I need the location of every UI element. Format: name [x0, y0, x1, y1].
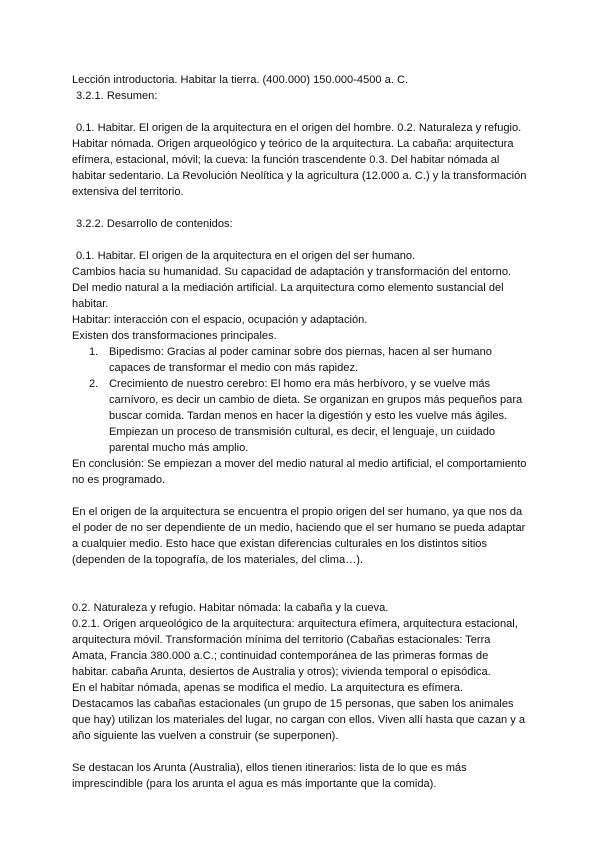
list-item-line: Crecimiento de nuestro cerebro: El homo era más herbívoro, y se vuelve más: [109, 378, 491, 390]
section-2-line: Amata, Francia 380.000 a.C.; continuidad contemporánea de las primeras formas de: [72, 650, 489, 662]
section-2-line: que hay) utilizan los materiales del lugar, no cargan con ellos. Viven allí hasta que cazan y a: [72, 714, 526, 726]
section-1-line: Cambios hacia su humanidad. Su capacidad de adaptación y transformación del entorno.: [72, 266, 512, 278]
section-1-line: Habitar: interacción con el espacio, ocupación y adaptación.: [72, 314, 368, 326]
paragraph-line: (dependen de la topografía, de los materiales, del clima…).: [72, 554, 364, 566]
development-heading: 3.2.2. Desarrollo de contenidos:: [76, 218, 233, 230]
paragraph-line: el poder de no ser dependiente de un medio, haciendo que el ser humano se pueda adaptar: [72, 522, 526, 534]
section-1-line: Existen dos transformaciones principales.: [72, 330, 277, 342]
summary-line: 0.1. Habitar. El origen de la arquitectura en el origen del hombre. 0.2. Naturaleza y refugio.: [76, 122, 522, 134]
section-1: [72, 248, 562, 568]
paragraph-line: a cualquier medio. Esto hace que existan diferencias culturales en los distintos sitios: [72, 538, 488, 550]
summary-line: Habitar nómada. Origen arqueológico y teórico de la arquitectura. La cabaña: arquitectura: [72, 138, 514, 150]
list-item: [72, 376, 562, 456]
section-1-line: habitar.: [72, 298, 109, 310]
list-item: [72, 344, 562, 376]
section-2: [72, 600, 562, 792]
conclusion-line: no es programado.: [72, 474, 166, 486]
summary-line: habitar sedentario. La Revolución Neolítica y la agricultura (12.000 a. C.) y la transformación: [72, 170, 527, 182]
list-item-line: Empiezan un proceso de transmisión cultural, es decir, el lenguaje, un cuidado: [109, 426, 496, 438]
summary-heading: 3.2.1. Resumen:: [76, 90, 158, 102]
numbered-list: [72, 344, 562, 456]
closing-line: imprescindible (para los arunta el agua es más importante que la comida).: [72, 778, 437, 790]
document-page: [72, 72, 562, 792]
conclusion-line: En conclusión: Se empiezan a mover del medio natural al medio artificial, el comportamiento: [72, 458, 527, 470]
list-item-line: carnívoro, es decir un cambio de dieta. Se organizan en grupos más pequeños para: [109, 394, 523, 406]
paragraph-line: En el origen de la arquitectura se encuentra el propio origen del ser humano, ya que nos da: [72, 506, 523, 518]
list-item-line: capaces de transformar el medio con más rapidez.: [109, 362, 359, 374]
section-2-line: año siguiente las vuelven a construir (se superponen).: [72, 730, 339, 742]
list-item-number: 2.: [89, 378, 99, 390]
closing-line: Se destacan los Arunta (Australia), ellos tienen itinerarios: lista de lo que es más: [72, 762, 467, 774]
section-2-line: Destacamos las cabañas estacionales (un grupo de 15 personas, que saben los animales: [72, 698, 514, 710]
list-item-line: buscar comida. Tardan menos en hacer la digestión y esto les vuelve más ágiles.: [109, 410, 508, 422]
section-1-line: Del medio natural a la mediación artificial. La arquitectura como elemento sustancial del: [72, 282, 504, 294]
summary-paragraph: [72, 120, 562, 200]
section-2-line: 0.2.1. Origen arqueológico de la arquitectura: arquitectura efímera, arquitectura estacional,: [72, 618, 518, 630]
section-2-line: En el habitar nómada, apenas se modifica el medio. La arquitectura es efímera.: [72, 682, 463, 694]
section-2-heading: 0.2. Naturaleza y refugio. Habitar nómada: la cabaña y la cueva.: [72, 602, 389, 614]
section-2-line: arquitectura móvil. Transformación mínima del territorio (Cabañas estacionales: Terra: [72, 634, 491, 646]
summary-line: extensiva del territorio.: [72, 186, 184, 198]
list-item-line: Bipedismo: Gracias al poder caminar sobre dos piernas, hacen al ser humano: [109, 346, 492, 358]
section-1-heading: 0.1. Habitar. El origen de la arquitectura en el origen del ser humano.: [76, 250, 416, 262]
list-item-line: parental mucho más amplio.: [109, 442, 249, 454]
document-title: Lección introductoria. Habitar la tierra. (400.000) 150.000-4500 a. C.: [72, 74, 409, 86]
list-item-number: 1.: [89, 346, 99, 358]
summary-line: efímera, estacional, móvil; la cueva: la función trascendente 0.3. Del habitar nómada al: [72, 154, 500, 166]
section-2-line: habitar. cabaña Arunta, desiertos de Australia y otros); vivienda temporal o episódica.: [72, 666, 491, 678]
